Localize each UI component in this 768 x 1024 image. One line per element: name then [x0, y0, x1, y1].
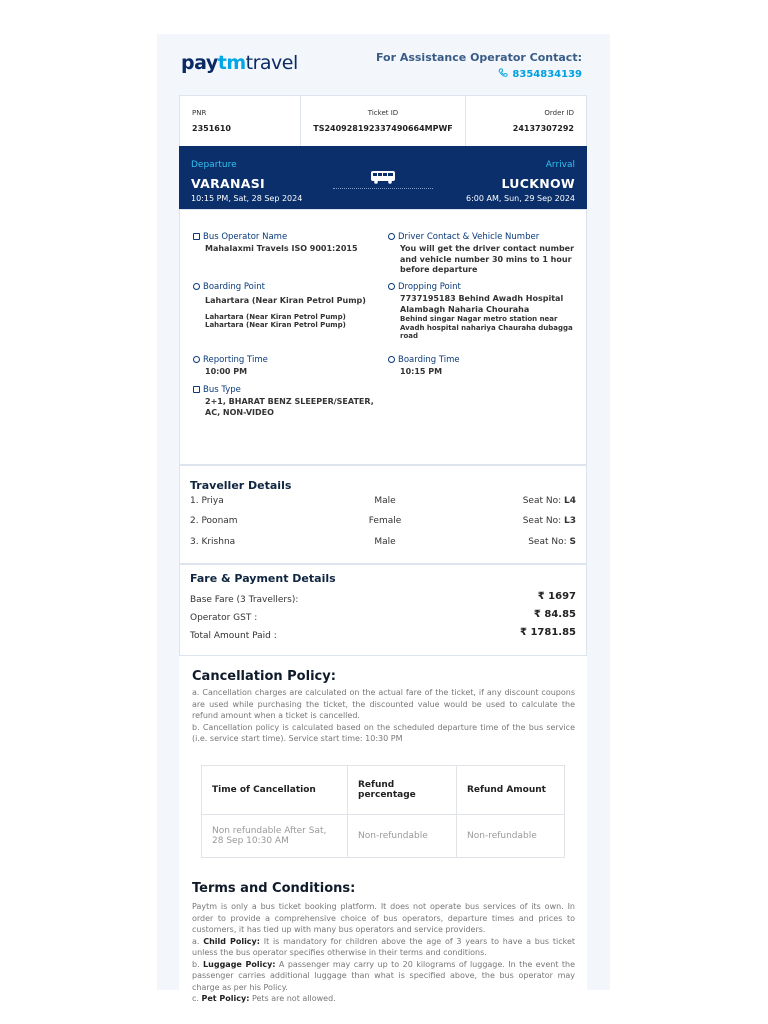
boarding-point-address-2: Lahartara (Near Kiran Petrol Pump) — [205, 321, 346, 329]
bus-icon — [370, 170, 396, 184]
seat-number: S — [569, 537, 576, 547]
driver-contact-value: You will get the driver contact number and vehicle number 30 mins to 1 hour before departure — [400, 244, 575, 274]
traveller-details-title: Traveller Details — [190, 479, 292, 492]
fare-row-total — [190, 627, 576, 641]
assistance-title: For Assistance Operator Contact: — [375, 51, 582, 64]
fare-amount: ₹ 84.85 — [533, 609, 576, 620]
traveller-gender: Female — [368, 516, 402, 526]
logo-text-travel: travel — [245, 52, 298, 74]
arrival-time: 6:00 AM, Sun, 29 Sep 2024 — [466, 194, 575, 203]
seat-prefix: Seat No: — [522, 496, 562, 506]
fare-label: Total Amount Paid : — [190, 631, 277, 641]
journey-info — [179, 209, 587, 465]
fare-details-title: Fare & Payment Details — [190, 572, 336, 585]
dropping-point-field — [388, 282, 578, 341]
departure-label: Departure — [191, 160, 237, 170]
terms-luggage-policy — [192, 959, 575, 994]
dropping-point-value: 7737195183 Behind Awadh Hospital Alambagh Naharia Chouraha — [400, 294, 564, 314]
pet-policy-text: Pets are not allowed. — [249, 994, 336, 1003]
boarding-point-address-1: Lahartara (Near Kiran Petrol Pump) — [205, 312, 346, 321]
terms-text — [192, 901, 575, 1005]
traveller-row — [190, 516, 576, 526]
bus-operator-field — [193, 232, 378, 255]
terms-intro: Paytm is only a bus ticket booking platform. It does not operate bus services of its own. In order to provide a comprehensive choice of bus operators, departure times and prices to customers, it has tied up with many bus operators and service providers. — [192, 902, 575, 934]
order-id-block — [465, 96, 586, 146]
cancellation-policy-title: Cancellation Policy: — [192, 669, 336, 684]
fare-label: Operator GST : — [190, 613, 258, 623]
pnr-label: PNR — [192, 109, 207, 117]
table-cell: Non-refundable — [457, 815, 565, 858]
clock-icon — [193, 356, 200, 363]
logo-text-pay: pay — [181, 52, 218, 74]
driver-contact-field — [388, 232, 578, 276]
table-cell: Non refundable After Sat, 28 Sep 10:30 AM — [202, 815, 348, 858]
fare-row-base — [190, 591, 576, 605]
table-header: Time of Cancellation — [202, 766, 348, 815]
paytm-travel-logo — [181, 52, 298, 74]
pnr-value: 2351610 — [192, 124, 231, 133]
route-dotted-line — [333, 188, 433, 189]
fare-amount: ₹ 1697 — [537, 591, 576, 602]
traveller-name: 2. Poonam — [190, 516, 238, 526]
dropping-point-label: Dropping Point — [398, 282, 461, 292]
traveller-row — [190, 496, 576, 506]
assistance-contact — [376, 51, 582, 80]
ticket-id-label: Ticket ID — [367, 109, 399, 117]
traveller-details — [179, 465, 587, 564]
cancellation-point-a: a. Cancellation charges are calculated on the actual fare of the ticket, if any discount coupons are used while purchasing the ticket, the discounted value would be used to calculate the refund amount when a ticket is cancelled. — [192, 688, 575, 720]
dropping-point-address: Behind singar Nagar metro station near Avadh hospital nahariya Chauraha dubagga road — [400, 315, 573, 340]
traveller-gender: Male — [374, 496, 396, 506]
bus-operator-label: Bus Operator Name — [203, 232, 288, 242]
ticket-sheet — [157, 34, 610, 1003]
fare-payment-details — [179, 564, 587, 656]
assistance-phone[interactable] — [376, 68, 582, 80]
table-header-row — [202, 766, 565, 815]
fare-amount: ₹ 1781.85 — [520, 627, 576, 638]
traveller-gender: Male — [374, 537, 396, 547]
bus-operator-value: Mahalaxmi Travels ISO 9001:2015 — [205, 244, 358, 253]
seat-number: L4 — [564, 496, 576, 506]
clock-icon — [388, 356, 395, 363]
reporting-time-field — [193, 355, 373, 378]
seat-prefix: Seat No: — [528, 537, 567, 547]
child-policy-text: It is mandatory for children above the age of 3 years to have a bus ticket unless the bus operator specifies otherwise in their terms and conditions. — [192, 936, 576, 957]
reporting-time-value: 10:00 PM — [205, 367, 248, 376]
fare-label: Base Fare (3 Travellers): — [190, 595, 299, 605]
ticket-id-value: TS240928192337490664MPWF — [313, 124, 453, 133]
arrival-city: LUCKNOW — [501, 176, 575, 191]
traveller-name: 1. Priya — [190, 496, 224, 506]
policy-section — [179, 656, 587, 1003]
pet-policy-label: Pet Policy: — [201, 994, 250, 1003]
table-header: Refund Amount — [457, 766, 565, 815]
building-icon — [193, 233, 200, 240]
terms-title: Terms and Conditions: — [192, 881, 356, 896]
bus-front-icon — [193, 386, 200, 393]
boarding-point-value: Lahartara (Near Kiran Petrol Pump) — [205, 296, 366, 305]
seat-number: L3 — [564, 516, 576, 526]
luggage-policy-text: A passenger may carry up to 20 kilograms of luggage. In the event the passenger carries additional luggage than what is specified above, the bus operator may charge as per his Policy. — [192, 959, 575, 992]
bus-type-label: Bus Type — [203, 385, 241, 395]
location-pin-icon — [193, 283, 200, 290]
bus-type-value: 2+1, BHARAT BENZ SLEEPER/SEATER, AC, NON-VIDEO — [205, 397, 374, 417]
cancellation-table — [201, 765, 565, 858]
terms-pet-policy — [192, 993, 575, 1005]
item-prefix: b. — [192, 959, 200, 969]
seat-prefix: Seat No: — [522, 516, 562, 526]
booking-ids — [179, 95, 587, 147]
child-policy-label: Child Policy: — [203, 936, 260, 946]
table-cell: Non-refundable — [348, 815, 457, 858]
bus-type-field — [193, 385, 378, 418]
location-pin-icon — [388, 283, 395, 290]
pnr-block — [180, 96, 300, 146]
boarding-time-label: Boarding Time — [398, 355, 460, 365]
table-row — [202, 815, 565, 858]
traveller-seat — [528, 537, 576, 547]
route-banner — [179, 146, 587, 209]
item-prefix: a. — [192, 936, 200, 946]
order-id-value: 24137307292 — [512, 124, 574, 133]
traveller-seat — [523, 516, 576, 526]
logo-text-tm: tm — [217, 52, 246, 74]
phone-icon — [498, 68, 508, 78]
order-id-label: Order ID — [544, 109, 574, 117]
boarding-time-field — [388, 355, 568, 378]
table-header: Refund percentage — [348, 766, 457, 815]
terms-child-policy — [192, 936, 575, 959]
departure-time: 10:15 PM, Sat, 28 Sep 2024 — [191, 194, 303, 203]
traveller-name: 3. Krishna — [190, 537, 236, 547]
luggage-policy-label: Luggage Policy: — [203, 959, 276, 969]
boarding-point-label: Boarding Point — [203, 282, 265, 292]
reporting-time-label: Reporting Time — [203, 355, 268, 365]
boarding-time-value: 10:15 PM — [400, 367, 443, 376]
fare-row-gst — [190, 609, 576, 623]
cancellation-policy-text — [192, 687, 575, 745]
boarding-point-field — [193, 282, 383, 330]
driver-contact-label: Driver Contact & Vehicle Number — [398, 232, 540, 242]
steering-wheel-icon — [388, 233, 395, 240]
arrival-label: Arrival — [545, 160, 575, 170]
traveller-row — [190, 537, 576, 547]
item-prefix: c. — [192, 994, 199, 1003]
ticket-id-block — [300, 96, 465, 146]
traveller-seat — [523, 496, 576, 506]
cancellation-point-b: b. Cancellation policy is calculated based on the scheduled departure time of the bus service (i.e. service start time). Service start time: 10:30 PM — [192, 722, 575, 743]
departure-city: VARANASI — [191, 176, 265, 191]
assistance-phone-number: 8354834139 — [512, 69, 582, 80]
